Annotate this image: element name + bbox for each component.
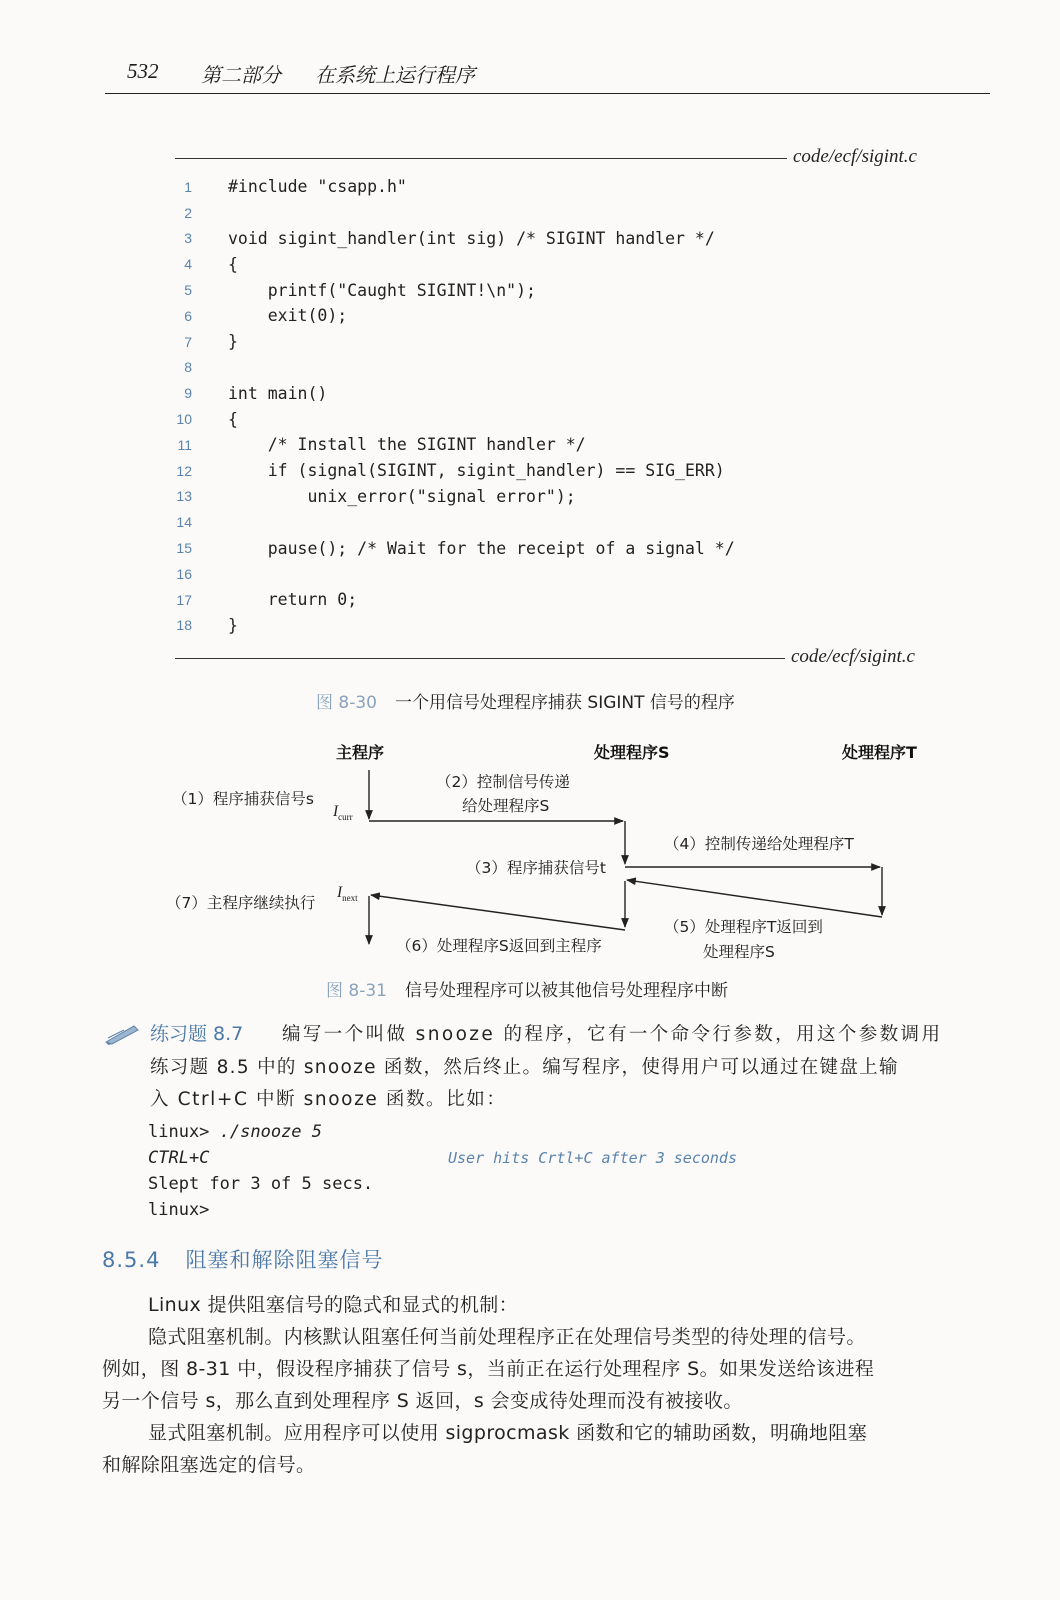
line-code: if (signal(SIGINT, sigint_handler) == SIG_ERR) bbox=[228, 461, 725, 481]
line-code: exit(0); bbox=[228, 306, 348, 326]
part-title: 第二部分 bbox=[201, 63, 281, 87]
pencil-icon bbox=[104, 1020, 140, 1046]
paragraph-2-line2: 例如，图 8-31 中，假设程序捕获了信号 s，当前正在运行处理程序 S。如果发送给该进程 bbox=[102, 1358, 875, 1380]
figure-number: 图 8-30 bbox=[316, 693, 377, 713]
line-code: #include "csapp.h" bbox=[228, 177, 407, 197]
step-5-label-line1: （5）处理程序T返回到 bbox=[664, 918, 823, 936]
line-number: 10 bbox=[176, 411, 192, 428]
line-code: return 0; bbox=[228, 590, 358, 610]
line-number: 5 bbox=[184, 282, 192, 299]
terminal-example bbox=[148, 1122, 737, 1226]
line-number: 1 bbox=[184, 178, 192, 195]
line-code: { bbox=[228, 254, 238, 274]
line-code: } bbox=[228, 332, 238, 352]
section-title: 阻塞和解除阻塞信号 bbox=[185, 1248, 384, 1272]
figure-caption-text: 信号处理程序可以被其他信号处理程序中断 bbox=[405, 981, 728, 1001]
s-return-arrow bbox=[371, 895, 625, 930]
shell-prompt-2: linux> bbox=[148, 1200, 210, 1220]
line-number: 18 bbox=[176, 617, 192, 634]
line-code: printf("Caught SIGINT!\n"); bbox=[228, 280, 536, 300]
line-number: 14 bbox=[176, 514, 192, 531]
step-7-label: （7）主程序继续执行 bbox=[166, 894, 316, 912]
figure-number: 图 8-31 bbox=[326, 981, 387, 1001]
ctrl-c-text: CTRL+C bbox=[148, 1148, 210, 1168]
paragraph-3-line1: 显式阻塞机制。应用程序可以使用 sigprocmask 函数和它的辅助函数，明确地阻塞 bbox=[148, 1422, 868, 1444]
step-2-label-line2: 给处理程序S bbox=[462, 797, 550, 815]
paragraph-3-line2: 和解除阻塞选定的信号。 bbox=[102, 1454, 316, 1476]
line-code: int main() bbox=[228, 383, 328, 403]
line-code: } bbox=[228, 615, 238, 635]
shell-command: ./snooze 5 bbox=[219, 1122, 323, 1142]
step-2-label-line1: （2）控制信号传递 bbox=[436, 773, 570, 791]
line-number: 3 bbox=[184, 230, 192, 247]
line-code: unix_error("signal error"); bbox=[228, 486, 576, 506]
paragraph-1: Linux 提供阻塞信号的隐式和显式的机制： bbox=[148, 1294, 519, 1316]
code-filename-bottom: code/ecf/sigint.c bbox=[791, 646, 915, 667]
program-output: Slept for 3 of 5 secs. bbox=[148, 1174, 374, 1194]
line-number: 16 bbox=[176, 565, 192, 582]
exercise-text-line3: 入 Ctrl+C 中断 snooze 函数。比如： bbox=[150, 1089, 507, 1110]
line-number: 2 bbox=[184, 204, 192, 221]
section-number: 8.5.4 bbox=[102, 1248, 161, 1272]
line-number: 7 bbox=[184, 333, 192, 350]
line-number: 4 bbox=[184, 256, 192, 273]
line-number: 12 bbox=[176, 462, 192, 479]
col-main-program: 主程序 bbox=[336, 743, 385, 762]
line-number: 6 bbox=[184, 307, 192, 324]
section-heading bbox=[102, 1244, 384, 1274]
icurr-label: $I_{curr}$ bbox=[333, 803, 353, 823]
exercise-text-line1: 编写一个叫做 snooze 的程序，它有一个命令行参数，用这个参数调用 bbox=[282, 1024, 943, 1045]
t-return-arrow bbox=[627, 880, 882, 917]
step-6-label: （6）处理程序S返回到主程序 bbox=[396, 937, 602, 955]
page-number: 532 bbox=[127, 59, 159, 83]
line-number: 15 bbox=[176, 540, 192, 557]
step-4-label: （4）控制传递给处理程序T bbox=[664, 835, 854, 853]
line-code: void sigint_handler(int sig) /* SIGINT handler */ bbox=[228, 228, 715, 248]
line-number: 8 bbox=[184, 359, 192, 376]
chapter-title: 在系统上运行程序 bbox=[315, 63, 475, 87]
col-handler-t: 处理程序T bbox=[842, 743, 917, 762]
line-code: { bbox=[228, 409, 238, 429]
line-number: 9 bbox=[184, 385, 192, 402]
line-number: 11 bbox=[177, 436, 192, 453]
step-3-label: （3）程序捕获信号t bbox=[466, 859, 606, 877]
figure-caption-text: 一个用信号处理程序捕获 SIGINT 信号的程序 bbox=[395, 693, 735, 713]
exercise-text-line2: 练习题 8.5 中的 snooze 函数，然后终止。编写程序，使得用户可以通过在键盘上输 bbox=[150, 1057, 899, 1078]
shell-prompt: linux> bbox=[148, 1122, 220, 1142]
exercise-title: 练习题 8.7 bbox=[150, 1023, 244, 1045]
line-code: pause(); /* Wait for the receipt of a signal */ bbox=[228, 538, 735, 558]
paragraph-2-line3: 另一个信号 s，那么直到处理程序 S 返回，s 会变成待处理而没有被接收。 bbox=[102, 1390, 743, 1412]
step-5-label-line2: 处理程序S bbox=[703, 943, 775, 961]
line-code: /* Install the SIGINT handler */ bbox=[228, 435, 586, 455]
exercise-icon bbox=[104, 1020, 140, 1050]
col-handler-s: 处理程序S bbox=[594, 743, 670, 762]
figure-831-caption bbox=[326, 976, 728, 1001]
line-number: 17 bbox=[176, 591, 192, 608]
inext-label: $I_{next}$ bbox=[337, 884, 358, 904]
line-number: 13 bbox=[176, 488, 192, 505]
step-1-label: （1）程序捕获信号s bbox=[172, 790, 314, 808]
ctrl-c-comment: User hits Crtl+C after 3 seconds bbox=[448, 1149, 737, 1167]
paragraph-2-line1: 隐式阻塞机制。内核默认阻塞任何当前处理程序正在处理信号类型的待处理的信号。 bbox=[148, 1326, 866, 1348]
code-filename-top: code/ecf/sigint.c bbox=[793, 146, 917, 167]
